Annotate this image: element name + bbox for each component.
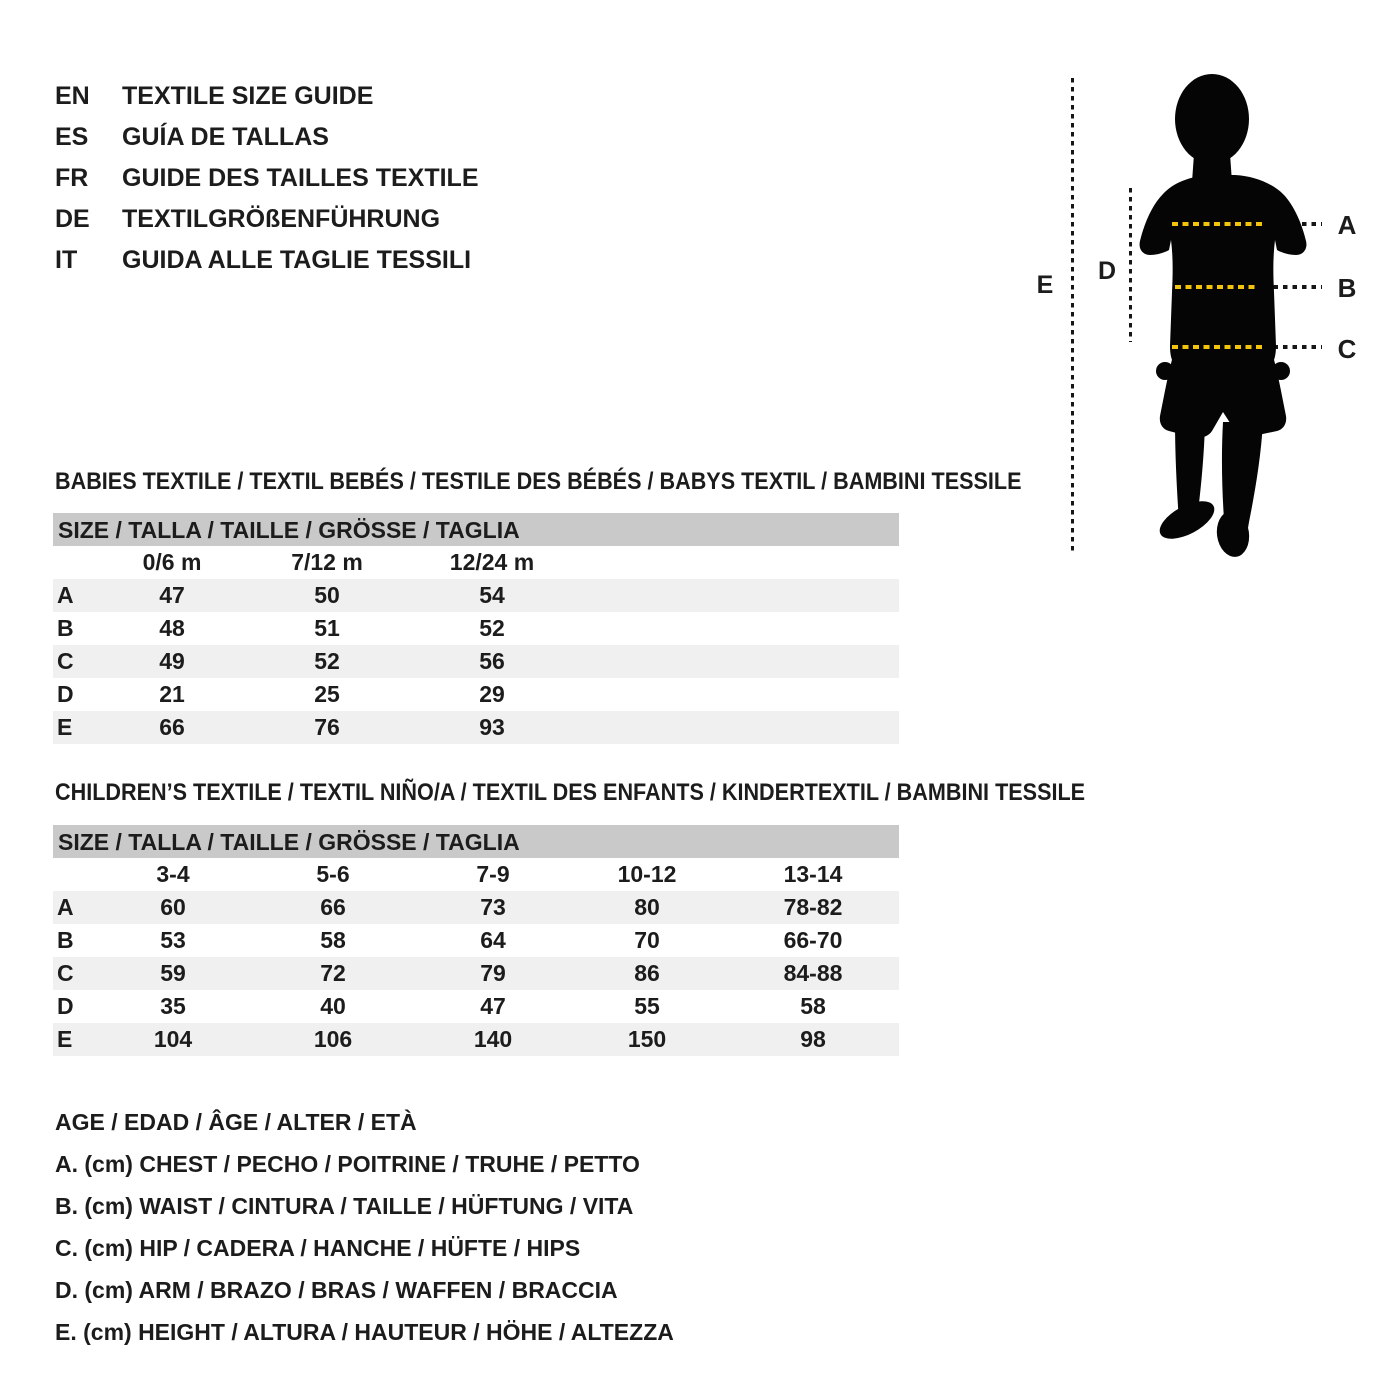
table-cell: 25 [314,681,340,707]
language-code: FR [55,164,89,192]
children-size-table [53,825,899,1056]
table-cell: 78-82 [783,894,843,920]
row-label: B [57,615,74,641]
babies-size-table [53,513,899,744]
column-header: 3-4 [156,861,190,887]
table-cell: 54 [479,582,505,608]
table-cell: 64 [480,927,506,953]
language-title: GUÍA DE TALLAS [122,123,329,151]
chest-label: A [1337,210,1357,240]
row-label: A [57,894,74,920]
legend-item: A. (cm) CHEST / PECHO / POITRINE / TRUHE / PETTO [55,1151,640,1177]
table-cell: 50 [314,582,340,608]
table-cell: 140 [473,1026,513,1052]
children-section-title-text: CHILDREN’S TEXTILE / TEXTIL NIÑO/A / TEXTIL DES ENFANTS / KINDERTEXTIL / BAMBINI TESSILE [55,779,1086,806]
table-cell: 49 [159,648,185,674]
table-cell: 76 [314,714,340,740]
waist-label: B [1337,273,1357,303]
table-cell: 80 [634,894,660,920]
table-cell: 47 [159,582,185,608]
table-cell: 104 [153,1026,193,1052]
table-row [53,645,899,678]
legend-item: C. (cm) HIP / CADERA / HANCHE / HÜFTE / HIPS [55,1235,581,1261]
legend-item: B. (cm) WAIST / CINTURA / TAILLE / HÜFTUNG / VITA [55,1193,634,1219]
measurement-legend [55,1101,674,1353]
table-cell: 52 [314,648,340,674]
height-measure-dotted-line [1071,78,1074,554]
table-cell: 35 [160,993,186,1019]
language-code: DE [55,205,90,233]
waist-measure-dashed-line [1175,285,1258,289]
legend-item: E. (cm) HEIGHT / ALTURA / HAUTEUR / HÖHE / ALTEZZA [55,1319,674,1345]
babies-section-title [55,468,1129,496]
column-header: 10-12 [617,861,677,887]
row-label: E [57,1026,73,1052]
column-header: 7-9 [476,861,510,887]
table-cell: 106 [313,1026,353,1052]
size-header [53,513,899,546]
legend-item: D. (cm) ARM / BRAZO / BRAS / WAFFEN / BRACCIA [55,1277,618,1303]
column-header: 5-6 [316,861,350,887]
table-cell: 66 [320,894,346,920]
row-label: E [57,714,73,740]
table-cell: 58 [800,993,826,1019]
table-cell: 79 [480,960,506,986]
table-cell: 59 [160,960,186,986]
child-silhouette [1135,72,1311,560]
language-code: EN [55,82,90,110]
table-cell: 58 [320,927,346,953]
table-cell: 60 [160,894,186,920]
arm-label: D [1097,257,1117,285]
column-header-row [53,546,899,579]
size-header-text: SIZE / TALLA / TAILLE / GRÖSSE / TAGLIA [58,829,520,855]
language-title: TEXTILE SIZE GUIDE [122,82,374,110]
table-cell: 40 [320,993,346,1019]
table-cell: 73 [480,894,506,920]
children-section-title [55,779,1200,807]
table-cell: 84-88 [783,960,843,986]
table-row [53,678,899,711]
table-cell: 55 [634,993,660,1019]
table-cell: 72 [320,960,346,986]
table-cell: 51 [314,615,340,641]
table-row [53,990,899,1023]
size-header [53,825,899,858]
measurement-figure [0,0,1400,600]
row-label: B [57,927,74,953]
babies-section-title-text: BABIES TEXTILE / TEXTIL BEBÉS / TESTILE DES BÉBÉS / BABYS TEXTIL / BAMBINI TESSILE [55,468,1022,495]
table-row [53,711,899,744]
table-cell: 53 [160,927,186,953]
hip-label: C [1337,334,1357,364]
column-header: 12/24 m [449,549,535,575]
arm-measure-dotted-line [1129,188,1132,342]
table-cell: 48 [159,615,185,641]
height-label: E [1036,271,1054,299]
language-title: GUIDA ALLE TAGLIE TESSILI [122,246,472,274]
table-row [53,924,899,957]
table-cell: 52 [479,615,505,641]
language-title: TEXTILGRÖßENFÜHRUNG [122,205,441,233]
chest-measure-dashed-line [1172,222,1262,226]
column-header: 13-14 [783,861,843,887]
row-label: C [57,648,74,674]
size-header-text: SIZE / TALLA / TAILLE / GRÖSSE / TAGLIA [58,517,520,543]
table-row [53,1023,899,1056]
table-cell: 93 [479,714,505,740]
legend-age-line: AGE / EDAD / ÂGE / ALTER / ETÀ [55,1109,417,1135]
table-cell: 150 [627,1026,667,1052]
table-cell: 21 [159,681,185,707]
table-cell: 70 [634,927,660,953]
column-header-row [53,858,899,891]
column-header: 0/6 m [142,549,202,575]
language-code: ES [55,123,89,151]
table-cell: 98 [800,1026,826,1052]
language-title: GUIDE DES TAILLES TEXTILE [122,164,479,192]
language-code: IT [55,246,78,274]
table-row [53,957,899,990]
row-label: A [57,582,74,608]
table-row [53,579,899,612]
table-cell: 47 [480,993,506,1019]
hip-measure-dashed-line [1172,345,1264,349]
table-cell: 56 [479,648,505,674]
table-row [53,891,899,924]
row-label: D [57,993,74,1019]
row-label: C [57,960,74,986]
table-cell: 66 [159,714,185,740]
table-cell: 29 [479,681,505,707]
table-row [53,612,899,645]
table-cell: 66-70 [783,927,843,953]
row-label: D [57,681,74,707]
column-header: 7/12 m [291,549,363,575]
table-cell: 86 [634,960,660,986]
